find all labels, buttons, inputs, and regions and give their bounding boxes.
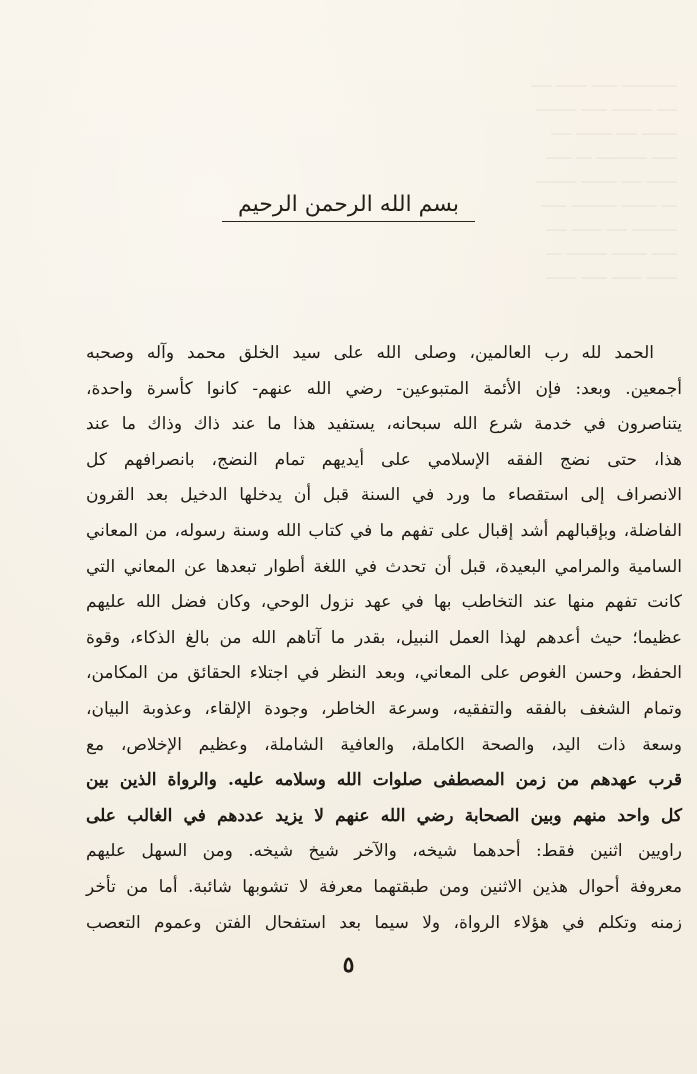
text-line: عظيما؛ حيث أعدهم لهذا العمل النبيل، بقدر ما آتاهم الله من بالغ الذكاء، وقوة [86,627,682,648]
text-line: الحفظ، وحسن الغوص على المعاني، وبعد النظر في اجتلاء الحقائق من المكامن، [86,663,682,684]
page-number: ٥ [342,952,355,978]
text-line: الحمد لله رب العالمين، وصلى الله على سيد الخلق محمد وآله وصحبه [86,343,654,363]
basmala-calligraphy: بسم الله الرحمن الرحيم [222,192,475,222]
text-line: راويين اثنين فقط: أحدهما شيخه، والآخر شيخ شيخه. ومن السهل عليهم [86,841,682,862]
basmala-header [0,192,697,222]
text-line: الانصراف إلى استقصاء ما ورد في السنة قبل أن يدخلها الدخيل بعد القرون [86,485,682,506]
text-line: الفاضلة، وبإقبالهم أشد إقبال على تفهم ما في كتاب الله وسنة رسوله، من المعاني [86,520,682,541]
text-line-bold: قرب عهدهم من زمن المصطفى صلوات الله وسلامه عليه. والرواة الذين بين [86,770,682,791]
text-line: زمنه وتكلم في هؤلاء الرواة، ولا سيما بعد استفحال الفتن وعموم التعصب [86,912,682,933]
text-line-bold: كل واحد منهم وبين الصحابة رضي الله عنهم لا يزيد عددهم في الغالب على [86,805,682,826]
text-line: وتمام الشغف بالفقه والتفقيه، وسرعة الخاطر، وجودة الإلقاء، وعذوبة البيان، [86,698,682,719]
text-line: أجمعين. وبعد: فإن الأئمة المتبوعين- رضي الله عنهم- كانوا كأسرة واحدة، [86,378,682,399]
bleed-through-text: ـــــــــــ ـــــ ــــــ ــــ ــــ ــــــــ ـــــ ــــــــ ـــــــ ــــ ـــــــ ــــ ـــــ ــــــــــ ـــ ـــــ ــــــ ــــ ـــــــ ــــــــ ـــ ـــــــ ـــــــــ ـــــ ـــــــــ ــــ ــــــ ــــ ـــــ ـــــــ ــــــــ ـــ ــــــ ــــــ ـــــ ــــــ [531,72,677,284]
text-line: وسعة ذات اليد، والصحة الكاملة، والعافية الشاملة، وعظيم الإخلاص، مع [86,734,682,755]
text-line: هذا، حتى نضج الفقه الإسلامي على أيديهم تمام النضج، بانصرافهم كل [86,449,682,470]
text-line: كانت تفهم منها عند التخاطب بها في عهد نزول الوحي، وكان فضل الله عليهم [86,592,682,613]
text-line: السامية والمرامي البعيدة، قبل أن تحدث في اللغة أطوار تبعدها عن المعاني التي [86,556,682,577]
text-line: معروفة أحوال هذين الاثنين ومن طبقتهما معرفة لا تشوبها شائبة. أما من تأخر [86,876,682,897]
main-paragraph [86,336,682,941]
text-line: يتناصرون في خدمة شرع الله سبحانه، يستفيد هذا ما عند ذاك وذاك ما عند [86,414,682,435]
